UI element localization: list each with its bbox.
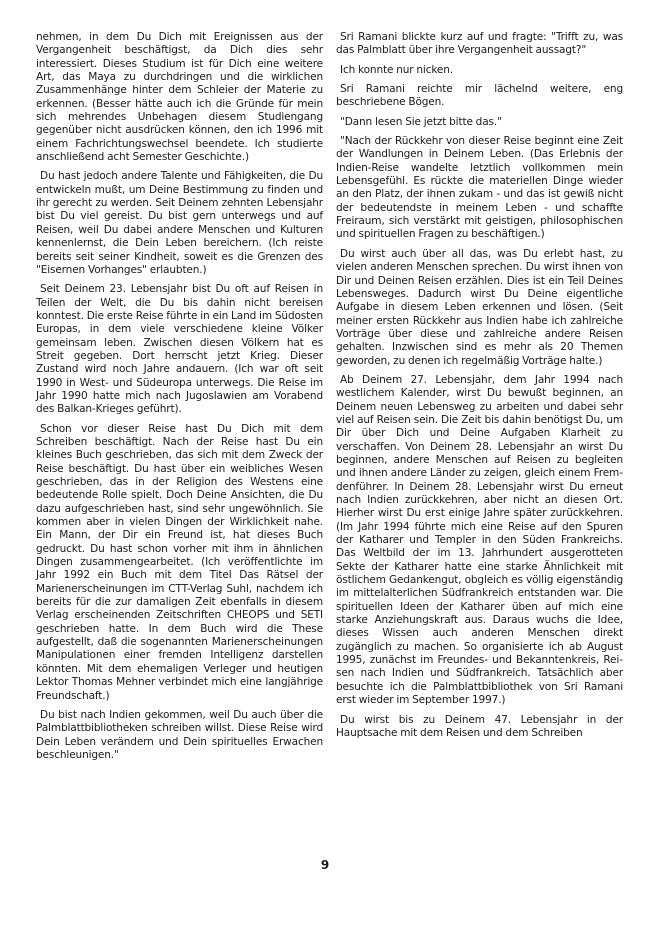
paragraph: Sri Ramani blickte kurz auf und fragte: "Trifft zu, was das Palmblatt über ihre Vergangenheit aussagt?": [336, 31, 623, 57]
paragraph: nehmen, in dem Du Dich mit Ereignissen aus der Vergangenheit beschäftigst, da Dich dies sehr interessiert. Dieses Studium ist für Dich eine weitere Art, das Maya zu durchdringen und die wirklichen Zusammenhänge hinter dem Schleier der Materie zu erkennen. (Besser hätte auch ich die Gründe für mein sich mehrendes Unbehagen diesem Studiengang gegenüber nicht ausdrücken können, den ich 1996 mit einem Fachrichtungswechsel beendete. Ich studierte anschließend acht Semester Geschichte.): [36, 31, 323, 164]
paragraph: Sri Ramani reichte mir lächelnd weitere, eng beschriebene Bögen.: [336, 83, 623, 109]
paragraph: "Dann lesen Sie jetzt bitte das.": [340, 115, 502, 128]
page-number: 9: [320, 858, 330, 872]
right-column: [336, 31, 623, 746]
paragraph: Seit Deinem 23. Lebensjahr bist Du oft auf Reisen in Teilen der Welt, die Du bis dahin nicht bereisen konntest. Die erste Reise führte in ein Land im Südosten Europas, in dem viele verschiedene kleine Völker gemeinsam leben. Zwischen diesen Völkern hat es Streit gegeben. Dort herrscht jetzt Krieg. Dieser Zustand wird noch Jahre andauern. (Ich war oft seit 1990 in West- und Südeuropa unterwegs. Die Reise im Jahr 1990 hatte mich nach Jugoslawien am Vorabend des Balkan-Krieges geführt).: [36, 283, 323, 416]
left-column: [36, 31, 323, 768]
paragraph: Schon vor dieser Reise hast Du Dich mit dem Schreiben beschäftigt. Nach der Reise hast Du ein kleines Buch geschrieben, das sich mit dem Zweck der Reise beschäftigt. Du hast über ein weibliches Wesen geschrieben, das in der Religion des Westens eine bedeutende Rolle spielt. Doch Deine Ansichten, die Du dazu aufgeschrieben hast, sind sehr ungewöhnlich. Sie kommen aber in vielen Dingen der Wirklichkeit nahe. Ein Mann, der Dir ein Freund ist, hat dieses Buch gedruckt. Du hast schon vorher mit ihm in ähnlichen Dingen zusammengearbeitet. (Ich veröffentlichte im Jahr 1992 ein Buch mit dem Titel Das Rätsel der Marienerscheinungen im CTT-Verlag Suhl, nachdem ich bereits für die zur damaligen Zeit ebenfalls in diesem Verlag erscheinenden Zeitschriften CHEOPS und SETI geschrieben hatte. In dem Buch wird die These aufgestellt, daß die sogenannten Marienerscheinungen Manipulationen einer fremden Intelligenz darstellen könnten. Mit dem ehemaligen Verleger und heutigen Lektor Thomas Mehner verbindet mich eine langjährige Freundschaft.): [36, 422, 323, 702]
paragraph: Du hast jedoch andere Talente und Fähigkeiten, die Du entwickeln mußt, um Deine Bestimmung zu finden und ihr gerecht zu werden. Seit Deinem zehnten Lebensjahr bist Du viel gereist. Du bist gern unterwegs und auf Reisen, weil Du dabei andere Menschen und Kulturen kennenlernst, die Dein Leben bereichern. (Ich reiste bereits seit seiner Kindheit, soweit es die Grenzen des "Eisernen Vorhanges" erlaubten.): [36, 170, 323, 276]
paragraph: Du bist nach Indien gekommen, weil Du auch über die Palmblattbibliotheken schreiben willst. Diese Reise wird Dein Leben verändern und Dein spirituelles Erwachen beschleunigen.": [36, 708, 323, 761]
paragraph: Ich konnte nur nicken.: [340, 63, 454, 76]
paragraph: "Nach der Rückkehr von dieser Reise beginnt eine Zeit der Wandlungen in Deinem Leben. (Das Erlebnis der Indien-Reise wandelte letztlich vollkommen mein Lebensgefühl. Es rückte die materiellen Dinge wieder an den Platz, der ihnen zukam - und das ist gewiß nicht der bedeutendste in meinem Leben - und schaffte Freiraum, sich verstärkt mit geistigen, philosophischen und spirituellen Fragen zu beschäftigen.): [336, 135, 623, 241]
paragraph: Ab Deinem 27. Lebensjahr, dem Jahr 1994 nach westlichem Kalender, wirst Du bewußt beginnen, an Deinem neuen Lebensweg zu arbeiten und dabei sehr viel auf Reisen sein. Die Zeit bis dahin benötigst Du, um Dir über Dich und Deine Aufgaben Klarheit zu verschaffen. Von Deinem 28. Lebensjahr an wirst Du beginnen, andere Menschen auf Reisen zu begleiten und ihnen andere Länder zu zeigen, gleich einem Fremdenführer. In Deinem 28. Lebensjahr wirst Du erneut nach Indien zurückkehren, aber nicht an diesen Ort. Hierher wirst Du erst einige Jahre später zurückkehren. (Im Jahr 1994 führte mich eine Reise auf den Spuren der Katharer und Templer in den Süden Frankreichs. Das Weltbild der im 13. Jahrhundert ausgerotteten Sekte der Katharer hatte eine starke Ähnlichkeit mit östlichem Gedankengut, obgleich es völlig eigenständig im mittelalterlichen Südfrankreich entstanden war. Die spirituellen Ideen der Katharer üben auf mich eine starke Anziehungskraft aus. Daraus wuchs die Idee, dieses Wissen auch anderen Menschen direkt zugänglich zu machen. So organisierte ich ab August 1995, zunächst im Freundes- und Bekanntenkreis, Reisen nach Indien und Südfrankreich. Tatsächlich aber besuchte ich die Palmblattbibliothek von Sri Ramani erst wieder im September 1997.): [336, 373, 623, 707]
paragraph: Du wirst bis zu Deinem 47. Lebensjahr in der Hauptsache mit dem Reisen und dem Schreiben: [336, 713, 623, 739]
paragraph: Du wirst auch über all das, was Du erlebt hast, zu vielen anderen Menschen sprechen. Du wirst ihnen von Dir und Deinen Reisen erzählen. Dies ist ein Teil Deines Lebensweges. Dadurch wirst Du Deine eigentliche Aufgabe in diesem Leben erkennen und lösen. (Seit meiner ersten Rückkehr aus Indien habe ich zahlreiche Vorträge über diese und zahlreiche andere Reisen gehalten. Inzwischen sind es mehr als 20 Themen geworden, zu denen ich regelmäßig Vorträge halte.): [336, 247, 623, 367]
